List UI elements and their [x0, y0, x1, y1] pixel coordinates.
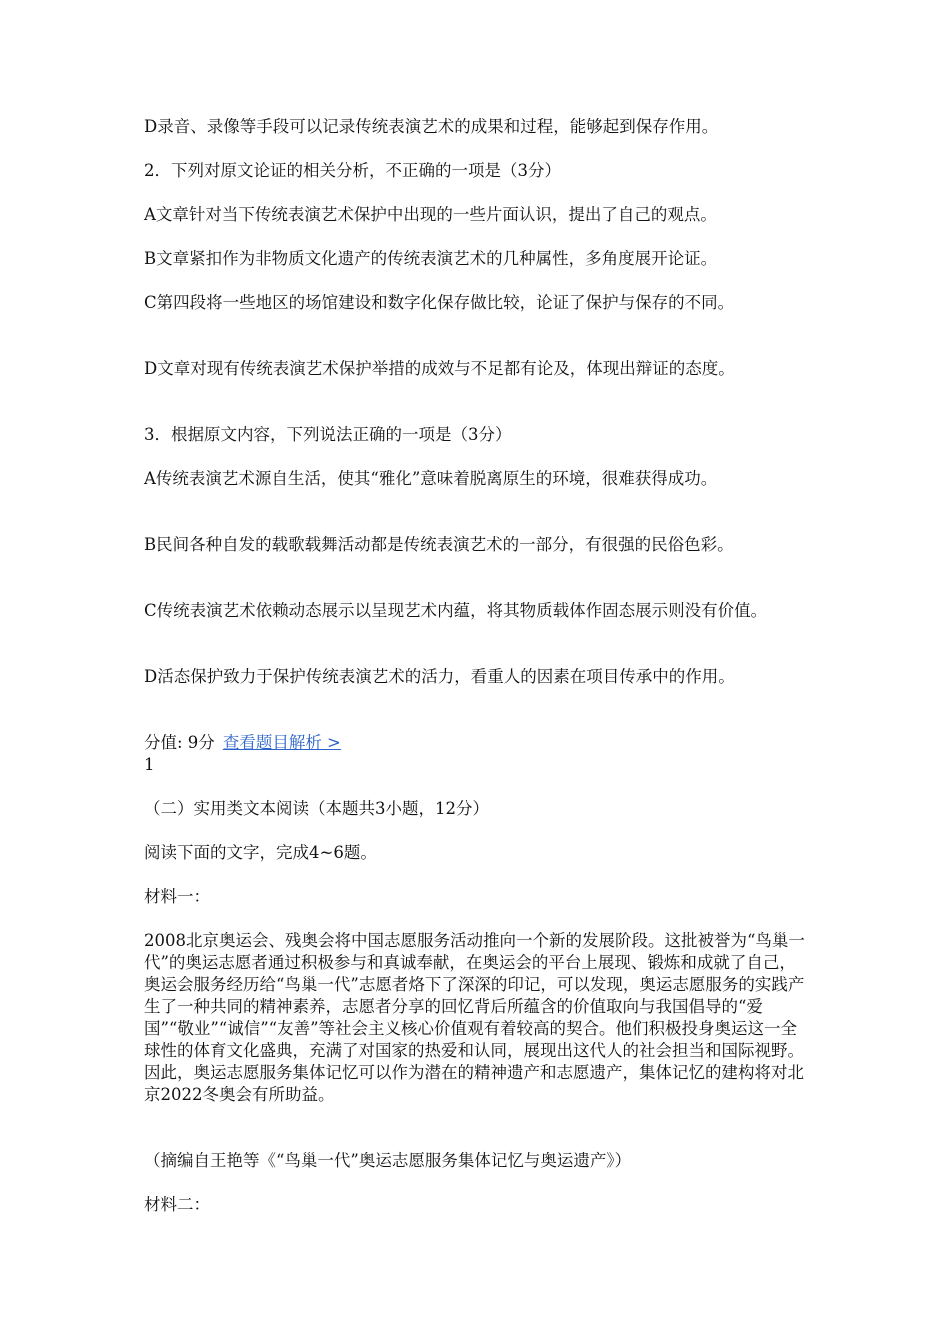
q3-option-c: C传统表演艺术依赖动态展示以呈现艺术内蕴，将其物质载体作固态展示则没有价值。: [144, 601, 768, 620]
material1-label: 材料一：: [144, 887, 210, 906]
page-number: 1: [144, 755, 155, 774]
q2-option-a: A文章针对当下传统表演艺术保护中出现的一些片面认识，提出了自己的观点。: [144, 205, 717, 224]
q1-option-d: D录音、录像等手段可以记录传统表演艺术的成果和过程，能够起到保存作用。: [144, 117, 719, 136]
q2-option-c: C第四段将一些地区的场馆建设和数字化保存做比较，论证了保护与保存的不同。: [144, 293, 735, 312]
q3-option-b: B民间各种自发的载歌载舞活动都是传统表演艺术的一部分，有很强的民俗色彩。: [144, 535, 734, 554]
score-line: [144, 732, 810, 754]
material1-source: （摘编自王艳等《“鸟巢一代”奥运志愿服务集体记忆与奥运遗产》）: [144, 1151, 632, 1170]
q3-option-d: D活态保护致力于保护传统表演艺术的活力，看重人的因素在项目传承中的作用。: [144, 667, 735, 686]
q2-option-d: D文章对现有传统表演艺术保护举措的成效与不足都有论及，体现出辩证的态度。: [144, 359, 735, 378]
view-analysis-link[interactable]: 查看题目解析 >: [222, 733, 341, 752]
section2-instruction: 阅读下面的文字，完成4~6题。: [144, 843, 377, 862]
material2-label: 材料二：: [144, 1195, 210, 1214]
material1-text: 2008北京奥运会、残奥会将中国志愿服务活动推向一个新的发展阶段。这批被誉为“鸟巢一代”的奥运志愿者通过积极参与和真诚奉献，在奥运会的平台上展现、锻炼和成就了自己，奥运会服务经历给“鸟巢一代”志愿者烙下了深深的印记，可以发现，奥运志愿服务的实践产生了一种共同的精神素养，志愿者分享的回忆背后所蕴含的价值取向与我国倡导的“爱国”“敬业”“诚信”“友善”等社会主义核心价值观有着较高的契合。他们积极投身奥运这一全球性的体育文化盛典，充满了对国家的热爱和认同，展现出这代人的社会担当和国际视野。因此，奥运志愿服务集体记忆可以作为潜在的精神遗产和志愿遗产，集体记忆的建构将对北京2022冬奥会有所助益。: [144, 931, 805, 1104]
q2-stem: 2．下列对原文论证的相关分析，不正确的一项是（3分）: [144, 161, 561, 180]
section2-heading: （二）实用类文本阅读（本题共3小题，12分）: [144, 799, 489, 818]
q2-option-b: B文章紧扣作为非物质文化遗产的传统表演艺术的几种属性，多角度展开论证。: [144, 249, 718, 268]
q3-stem: 3．根据原文内容，下列说法正确的一项是（3分）: [144, 425, 512, 444]
score-label: 分值: 9分: [144, 733, 215, 752]
q3-option-a: A传统表演艺术源自生活，使其“雅化”意味着脱离原生的环境，很难获得成功。: [144, 469, 718, 488]
